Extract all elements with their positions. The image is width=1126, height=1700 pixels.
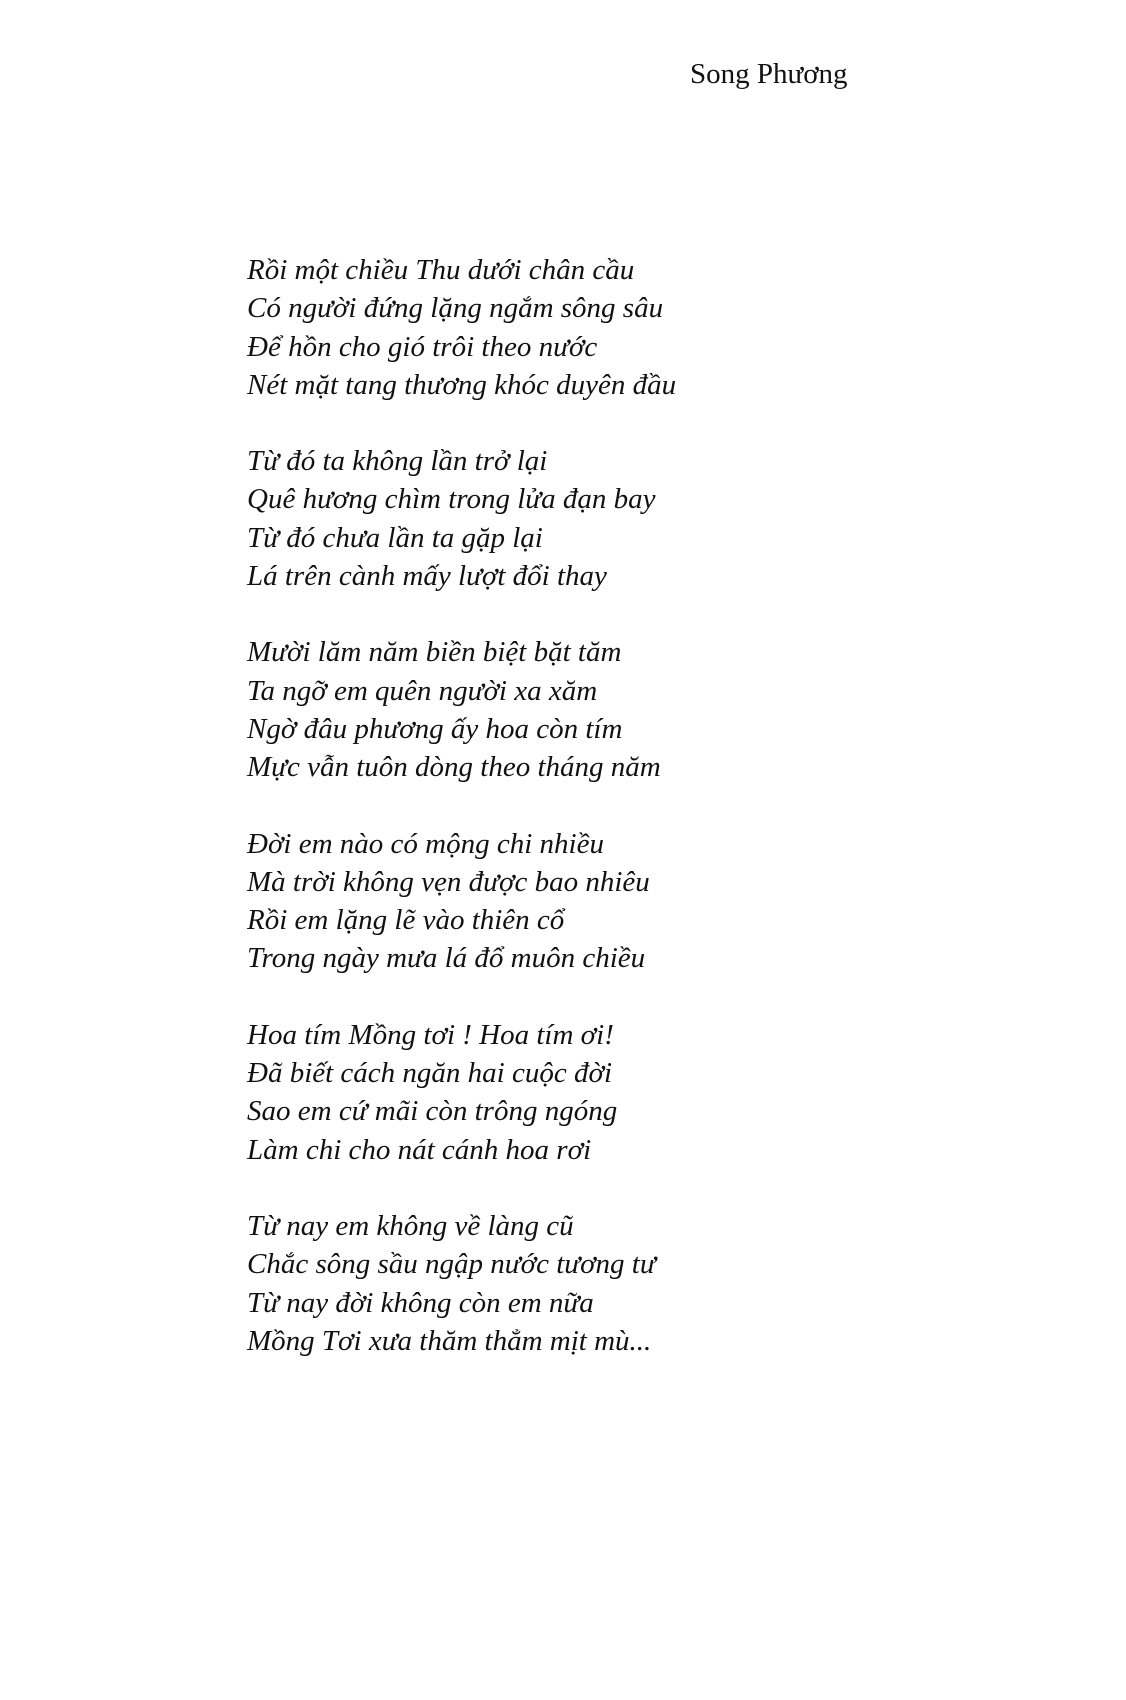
poem-line: Ta ngỡ em quên người xa xăm xyxy=(247,674,598,707)
poem-body xyxy=(247,251,1047,1398)
poem-line: Quê hương chìm trong lửa đạn bay xyxy=(247,483,656,516)
poem-line: Từ nay đời không còn em nữa xyxy=(247,1286,594,1319)
author-name: Song Phương xyxy=(690,58,848,90)
poem-line: Lá trên cành mấy lượt đổi thay xyxy=(247,560,607,593)
poem-line: Hoa tím Mồng tơi ! Hoa tím ơi! xyxy=(247,1018,614,1051)
poem-line: Làm chi cho nát cánh hoa rơi xyxy=(247,1133,592,1166)
poem-line: Từ đó chưa lần ta gặp lại xyxy=(247,521,543,554)
poem-line: Trong ngày mưa lá đổ muôn chiều xyxy=(247,942,646,975)
poem-line: Mười lăm năm biền biệt bặt tăm xyxy=(247,636,622,669)
poem-line: Để hồn cho gió trôi theo nước xyxy=(247,330,598,363)
stanza xyxy=(247,1207,1047,1360)
poem-line: Mực vẫn tuôn dòng theo tháng năm xyxy=(247,751,661,784)
stanza xyxy=(247,251,1047,404)
poem-line: Ngờ đâu phương ấy hoa còn tím xyxy=(247,712,623,745)
poem-line: Từ nay em không về làng cũ xyxy=(247,1209,574,1242)
stanza xyxy=(247,442,1047,595)
poem-line: Mồng Tơi xưa thăm thẳm mịt mù... xyxy=(247,1324,652,1357)
poem-line: Đã biết cách ngăn hai cuộc đời xyxy=(247,1057,613,1090)
stanza xyxy=(247,825,1047,978)
poem-line: Mà trời không vẹn được bao nhiêu xyxy=(247,865,650,898)
poem-line: Sao em cứ mãi còn trông ngóng xyxy=(247,1095,618,1128)
poem-line: Nét mặt tang thương khóc duyên đầu xyxy=(247,368,677,401)
stanza xyxy=(247,1016,1047,1169)
poem-line: Chắc sông sầu ngập nước tương tư xyxy=(247,1248,656,1281)
poem-line: Rồi một chiều Thu dưới chân cầu xyxy=(247,254,635,286)
poem-line: Rồi em lặng lẽ vào thiên cổ xyxy=(247,904,565,937)
poem-line: Đời em nào có mộng chi nhiều xyxy=(247,827,604,860)
poem-line: Từ đó ta không lần trở lại xyxy=(247,445,548,478)
stanza xyxy=(247,633,1047,786)
poem-line: Có người đứng lặng ngắm sông sâu xyxy=(247,292,664,325)
